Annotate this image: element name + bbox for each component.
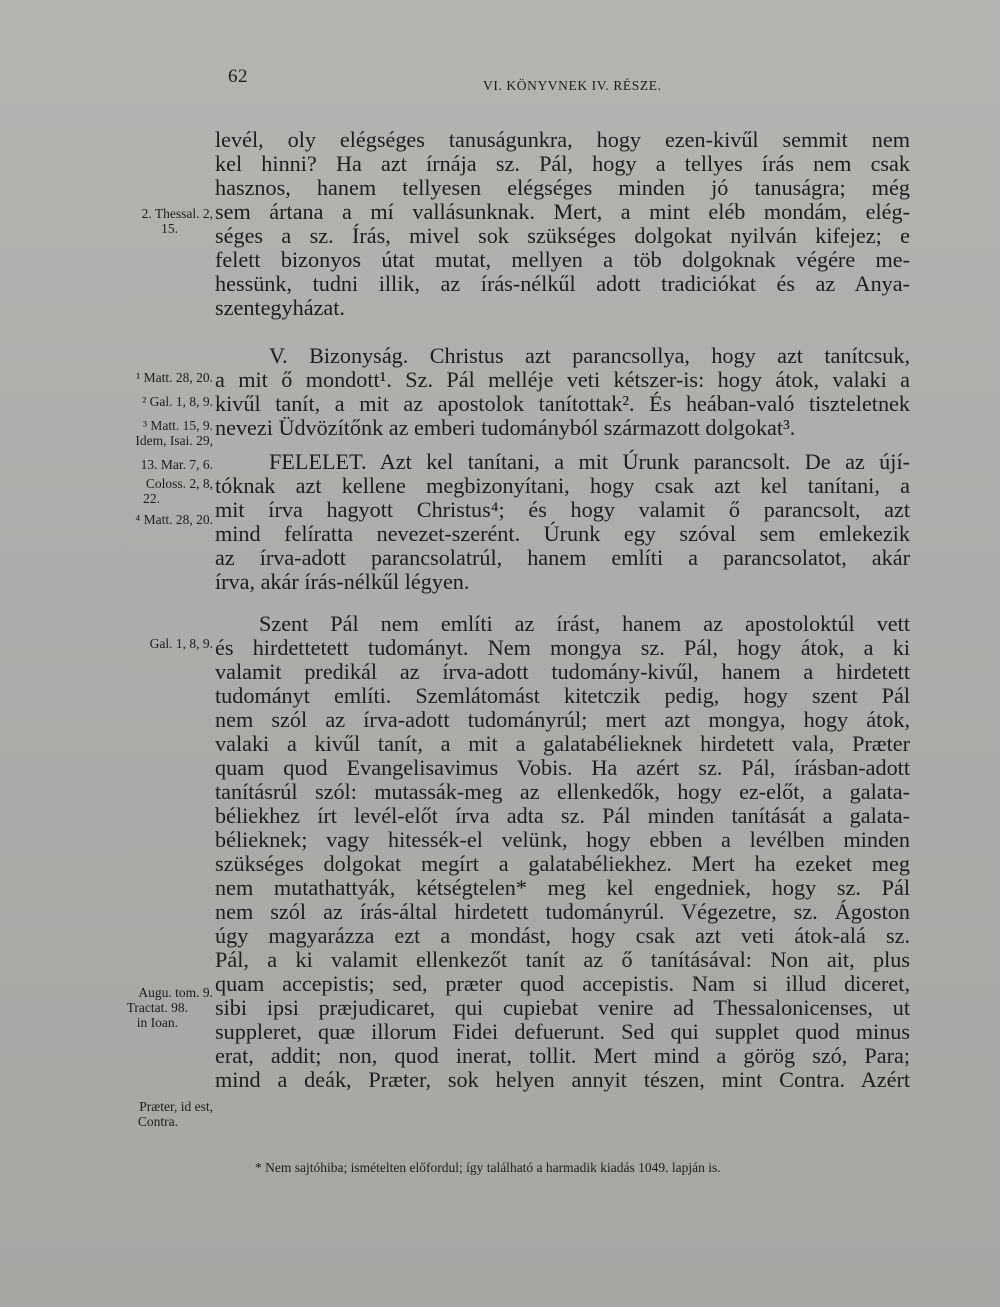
text-line: FELELET. Azt kel tanítani, a mit Úrunk parancsolt. De az újí- xyxy=(269,449,910,474)
text-line: tudományt említi. Szemlátomást kitetczik pedig, hogy szent Pál xyxy=(215,683,910,708)
text-line: Szent Pál nem említi az írást, hanem az apostoloktúl vett xyxy=(259,611,910,636)
text-line: nem szól az írás-által hirdetett tudományrúl. Végezetre, sz. Ágoston xyxy=(215,899,910,924)
text-line: valamit predikál az írva-adott tudomány-kivűl, hanem a hirdetett xyxy=(215,659,910,684)
text-line: hasznos, hanem tellyesen elégséges minden jó tanuságra; még xyxy=(215,175,910,200)
text-line: a mit ő mondott¹. Sz. Pál melléje veti kétszer-is: hogy átok, valaki a xyxy=(215,367,910,392)
page-number: 62 xyxy=(228,66,248,87)
text-line: nem szól az írva-adott tudományrúl; mert azt mongya, hogy átok, xyxy=(215,707,910,732)
text-line: tanításrúl szól: mutassák-meg az ellenkedők, hogy ez-előt, a galata- xyxy=(215,779,910,804)
text-line: V. Bizonyság. Christus azt parancsollya, hogy azt tanítcsuk, xyxy=(269,343,910,368)
text-line: sem ártana a mí vallásunknak. Mert, a mint eléb mondám, elég- xyxy=(215,199,910,224)
text-line: béliekhez írt levél-előt írva adta sz. Pál minden tanítását a galata- xyxy=(215,803,910,828)
margin-note: 13. Mar. 7, 6. xyxy=(140,457,213,472)
text-line: séges a sz. Írás, mivel sok szükséges dolgokat nyilván kifejez; e xyxy=(215,223,910,248)
text-line: quam quod Evangelisavimus Vobis. Ha azért sz. Pál, írásban-adott xyxy=(215,755,910,780)
text-line: erat, addit; non, quod inerat, tollit. Mert mind a görög szó, Para; xyxy=(215,1043,910,1068)
text-line: írva, akár írás-nélkűl légyen. xyxy=(215,569,470,594)
text-line: szentegyházat. xyxy=(215,295,345,320)
page-header xyxy=(0,64,1000,94)
text-line: tóknak azt kellene megbizonyítani, hogy csak azt kel tanítani, a xyxy=(215,473,910,498)
margin-note: Contra. xyxy=(137,1114,178,1129)
margin-note: ² Gal. 1, 8, 9. xyxy=(142,394,213,409)
margin-note: Augu. tom. 9. xyxy=(138,985,213,1000)
text-line: kel hinni? Ha azt írnája sz. Pál, hogy a tellyes írás nem csak xyxy=(215,151,910,176)
footnote: * Nem sajtóhiba; ismételten előfordul; így található a harmadik kiadás 1049. lapján is. xyxy=(255,1160,721,1175)
text-line: quam accepistis; sed, præter quod accepistis. Nam si illud diceret, xyxy=(215,971,910,996)
running-title: VI. KÖNYVNEK IV. RÉSZE. xyxy=(483,78,662,93)
margin-note: in Ioan. xyxy=(136,1015,178,1030)
text-line: az írva-adott parancsolatrúl, hanem említi a parancsolatot, akár xyxy=(215,545,910,570)
text-line: Pál, a ki valamit ellenkezőt tanít az ő tanításával: Non ait, plus xyxy=(215,947,910,972)
margin-note: Coloss. 2, 8, xyxy=(145,476,213,491)
margin-note: ¹ Matt. 28, 20. xyxy=(136,370,213,385)
margin-note: Gal. 1, 8, 9. xyxy=(149,636,213,651)
text-line: hessünk, tudni illik, az írás-nélkűl adott tradiciókat és az Anya- xyxy=(215,271,910,296)
text-line: nem mutathattyák, kétségtelen* meg kel engedniek, hogy sz. Pál xyxy=(215,875,910,900)
margin-note: ⁴ Matt. 28, 20. xyxy=(135,512,213,527)
text-line: és hirdettetett tudományt. Nem mongya sz. Pál, hogy átok, a ki xyxy=(215,635,910,660)
text-line: suppleret, quæ illorum Fidei defuerunt. Sed qui supplet quod minus xyxy=(215,1019,910,1044)
margin-note: 22. xyxy=(143,491,160,506)
text-line: szükséges dolgokat megírt a galatabéliekhez. Mert ha ezeket meg xyxy=(215,851,910,876)
text-line: mit írva hagyott Christus⁴; és hogy valamit ő parancsolt, azt xyxy=(215,497,910,522)
text-line: felett bizonyos útat mutat, mellyen a töb dolgoknak végére me- xyxy=(215,247,910,272)
text-line: úgy magyarázza ezt a mondást, hogy csak azt veti átok-alá sz. xyxy=(215,923,910,948)
text-line: bélieknek; vagy hitessék-el velünk, hogy ebben a levélben minden xyxy=(215,827,910,852)
margin-note: 15. xyxy=(161,221,178,236)
margin-note: Tractat. 98. xyxy=(126,1000,188,1015)
margin-note: ³ Matt. 15, 9. xyxy=(142,418,213,433)
text-line: valaki a kivűl tanít, a mit a galatabélieknek hirdetett vala, Præter xyxy=(215,731,910,756)
text-line: nevezi Üdvözítőnk az emberi tudományból származott dolgokat³. xyxy=(215,415,796,440)
text-line: levél, oly elégséges tanuságunkra, hogy ezen-kivűl semmit nem xyxy=(215,127,910,152)
text-line: mind a deák, Præter, sok helyen annyit tészen, mint Contra. Azért xyxy=(215,1067,910,1092)
margin-note: Idem, Isai. 29, xyxy=(135,433,213,448)
text-line: mind felíratta nevezet-szerént. Úrunk egy szóval sem emlekezik xyxy=(215,521,910,546)
margin-note: 2. Thessal. 2, xyxy=(141,206,213,221)
text-line: kivűl tanít, a mit az apostolok tanítottak². És heában-való tiszteletnek xyxy=(215,391,910,416)
text-line: sibi ipsi præjudicaret, qui cupiebat venire ad Thessalonicenses, ut xyxy=(215,995,910,1020)
margin-note: Præter, id est, xyxy=(139,1099,213,1114)
